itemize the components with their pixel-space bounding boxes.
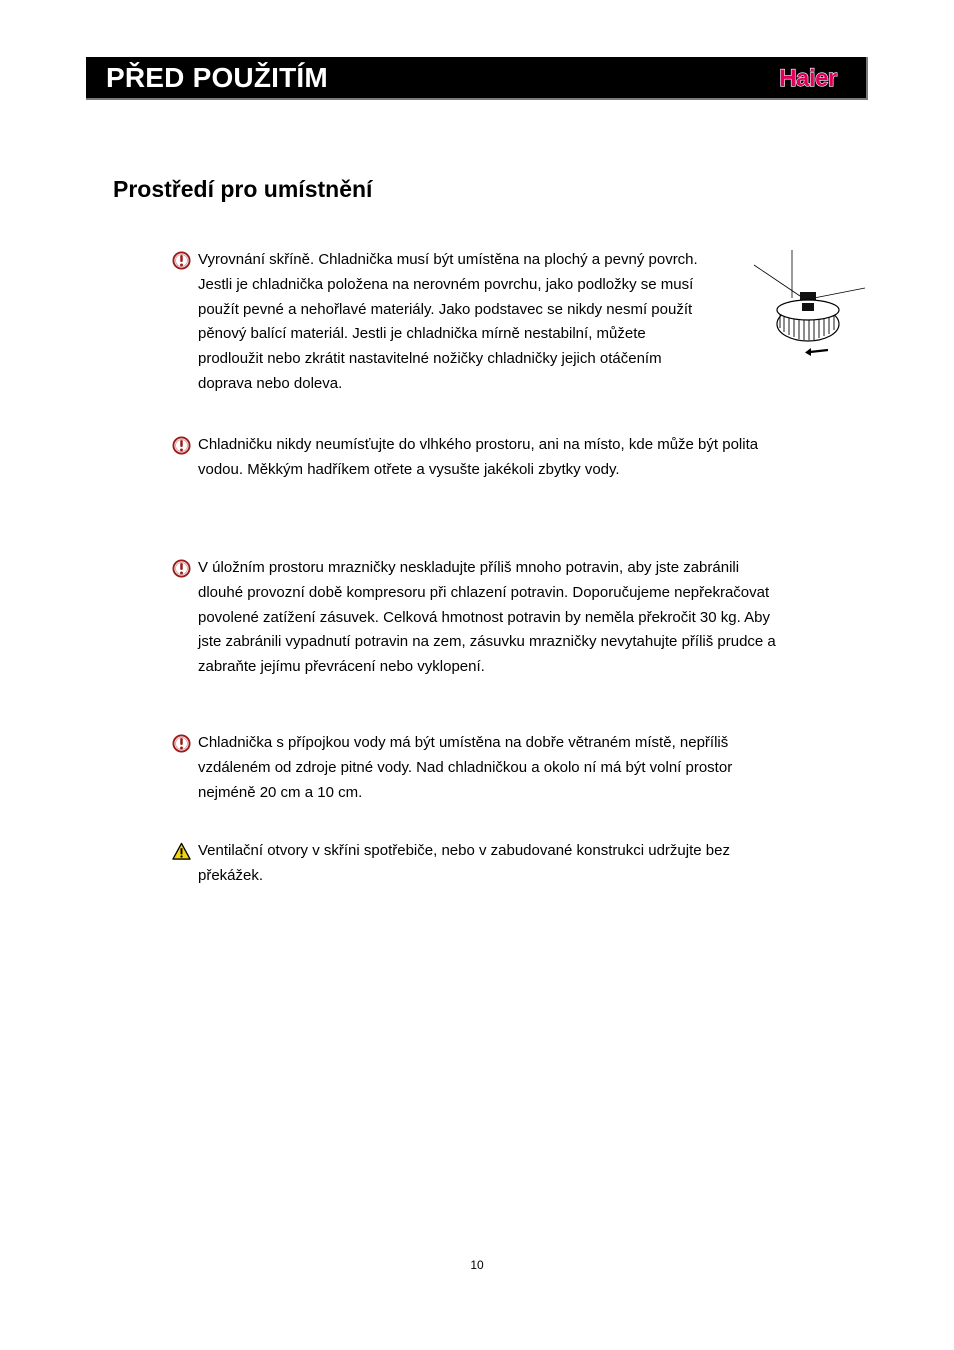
- page-header-title: PŘED POUŽITÍM: [106, 62, 328, 93]
- caution-icon: [172, 436, 191, 455]
- text-line: zabraňte jejímu převrácení nebo vyklopení.: [198, 658, 485, 676]
- text-line: dlouhé provozní době kompresoru při chlazení potravin. Doporučujeme nepřekračovat: [198, 583, 770, 601]
- text-line: vodou. Měkkým hadříkem otřete a vysušte jakékoli zbytky vody.: [198, 460, 620, 478]
- text-line: vzdáleném od zdroje pitné vody. Nad chladničkou a okolo ní má být volní prostor: [198, 758, 733, 776]
- text-line: Vyrovnání skříně. Chladnička musí být umístěna na plochý a pevný povrch.: [198, 251, 698, 268]
- text-line: Ventilační otvory v skříni spotřebiče, nebo v zabudované konstrukci udržujte bez: [198, 842, 730, 859]
- caution-icon: [172, 251, 191, 270]
- instruction-text: [198, 839, 838, 889]
- text-line: nejméně 20 cm a 10 cm.: [198, 783, 363, 801]
- text-line: jste zabránili vypadnutí potravin na zem, zásuvku mrazničky nevytahujte příliš prudce a: [198, 633, 776, 651]
- text-line: doprava nebo doleva.: [198, 374, 343, 392]
- section-title: Prostředí pro umístnění: [113, 176, 373, 202]
- haier-logo: [770, 63, 846, 93]
- text-line: použít pevné a nehořlavé materiály. Jako podstavec se nikdy nesmí použít: [198, 300, 693, 318]
- text-line: prodloužit nebo zkrátit nastavitelné nožičky chladničky jejich otáčením: [198, 350, 662, 368]
- text-line: V úložním prostoru mrazničky neskladujte příliš mnoho potravin, aby jste zabránili: [198, 559, 740, 576]
- instruction-text: [198, 433, 838, 483]
- instruction-text: [198, 556, 848, 680]
- svg-text:Haier: Haier: [779, 65, 837, 92]
- text-line: pěnový balící materiál. Jestli je chladnička mírně nestabilní, můžete: [198, 325, 646, 343]
- text-line: Chladnička s přípojkou vody má být umístěna na dobře větraném místě, nepříliš: [198, 734, 729, 751]
- text-line: povolené zatížení zásuvek. Celková hmotnost potravin by neměla překročit 30 kg. Aby: [198, 608, 770, 626]
- text-line: Jestli je chladnička položena na nerovném povrchu, jako podložky se musí: [198, 275, 694, 293]
- instruction-text: [198, 248, 743, 397]
- page-header: [86, 57, 868, 100]
- text-line: překážek.: [198, 866, 264, 884]
- warning-triangle-icon: [172, 842, 191, 861]
- caution-icon: [172, 734, 191, 753]
- text-line: Chladničku nikdy neumísťujte do vlhkého prostoru, ani na místo, kde může být polita: [198, 436, 759, 453]
- instruction-text: [198, 731, 838, 805]
- adjustable-foot-illustration: [752, 248, 868, 360]
- page-number: 10: [470, 1258, 484, 1272]
- caution-icon: [172, 559, 191, 578]
